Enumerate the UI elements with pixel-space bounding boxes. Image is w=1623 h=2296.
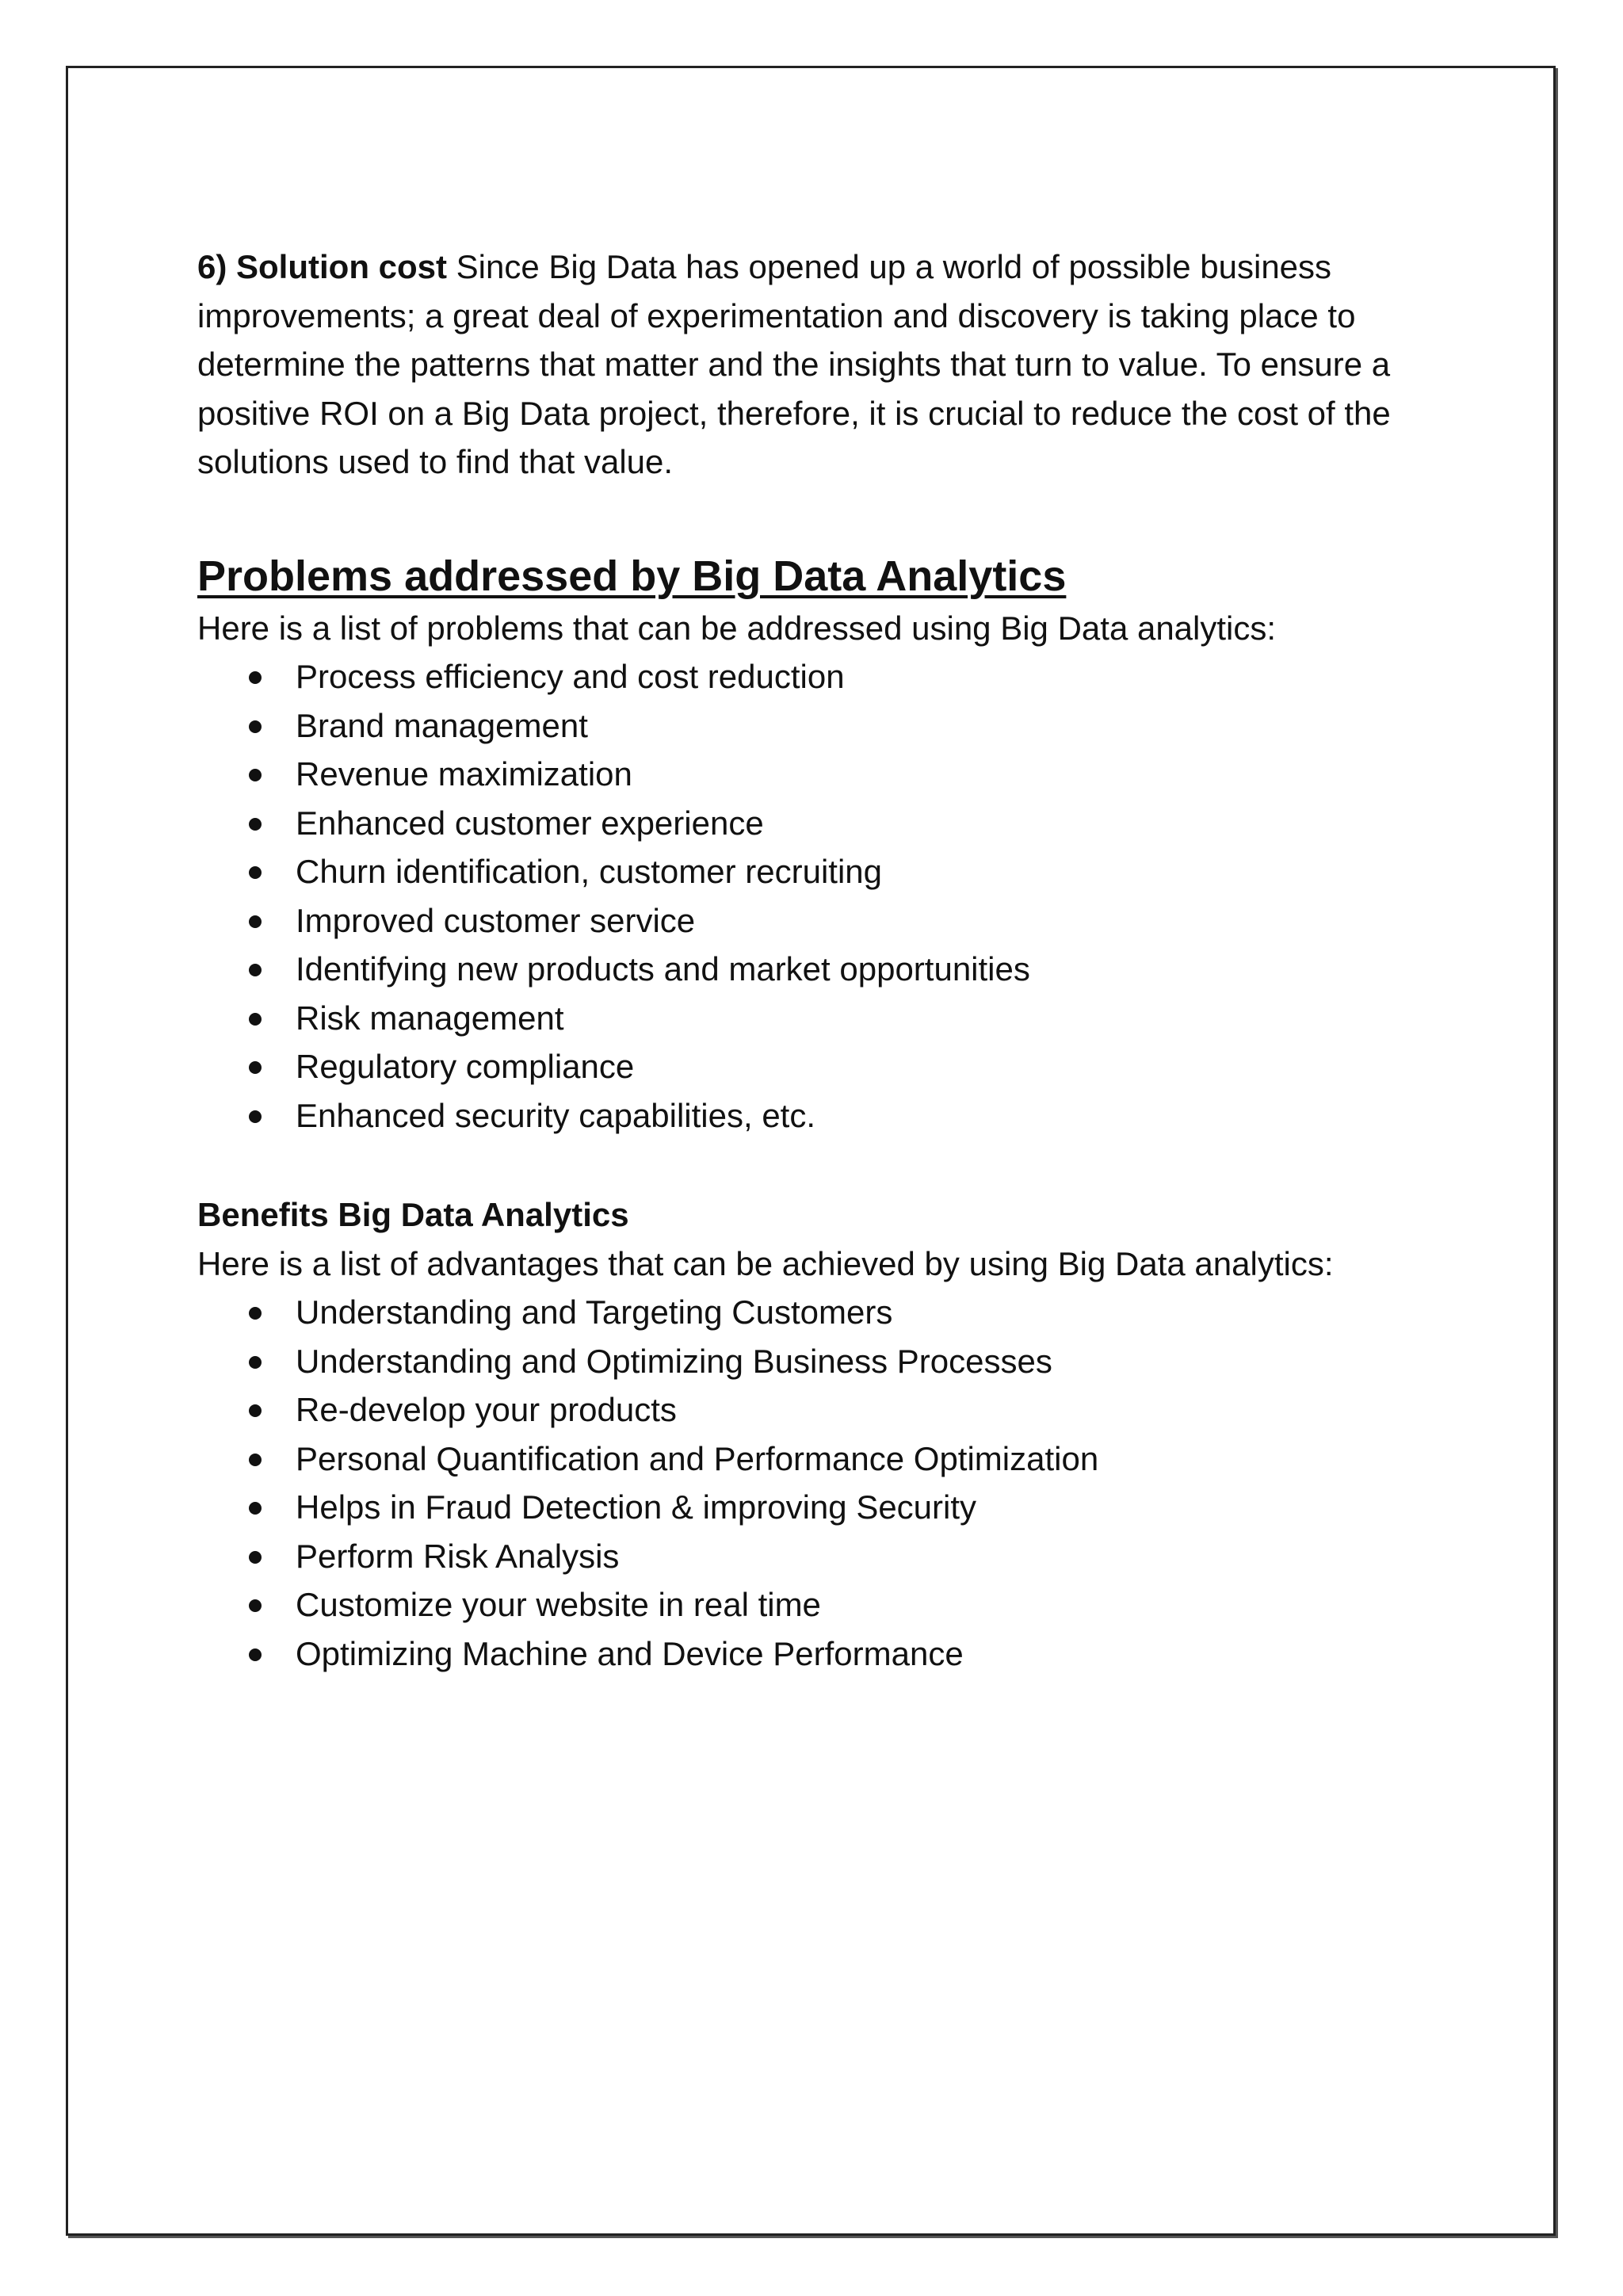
benefits-intro: Here is a list of advantages that can be achieved by using Big Data analytics: bbox=[197, 1244, 1334, 1282]
spacer bbox=[197, 1140, 1497, 1190]
list-item: Risk management bbox=[197, 994, 1497, 1043]
solution-cost-paragraph bbox=[197, 243, 1497, 487]
bullet-icon bbox=[249, 1307, 262, 1320]
bullet-icon bbox=[249, 915, 262, 928]
document-content bbox=[197, 243, 1497, 1678]
bullet-icon bbox=[249, 769, 262, 781]
benefits-list bbox=[197, 1288, 1497, 1678]
spacer bbox=[197, 487, 1497, 548]
bullet-icon bbox=[249, 1013, 262, 1026]
list-item: Enhanced security capabilities, etc. bbox=[197, 1091, 1497, 1140]
bullet-icon bbox=[249, 1404, 262, 1417]
problems-list bbox=[197, 652, 1497, 1140]
bullet-icon bbox=[249, 1110, 262, 1123]
list-item: Identifying new products and market opportunities bbox=[197, 945, 1497, 994]
list-item: Personal Quantification and Performance Optimization bbox=[197, 1435, 1497, 1484]
bullet-icon bbox=[249, 1061, 262, 1074]
list-item: Perform Risk Analysis bbox=[197, 1532, 1497, 1581]
list-item: Brand management bbox=[197, 701, 1497, 751]
solution-cost-label: 6) Solution cost bbox=[197, 248, 447, 285]
list-item: Understanding and Targeting Customers bbox=[197, 1288, 1497, 1337]
bullet-icon bbox=[249, 818, 262, 831]
problems-heading: Problems addressed by Big Data Analytics bbox=[197, 552, 1067, 600]
bullet-icon bbox=[249, 1356, 262, 1369]
bullet-icon bbox=[249, 964, 262, 976]
list-item: Optimizing Machine and Device Performance bbox=[197, 1629, 1497, 1679]
list-item: Helps in Fraud Detection & improving Security bbox=[197, 1483, 1497, 1532]
bullet-icon bbox=[249, 671, 262, 684]
list-item: Understanding and Optimizing Business Processes bbox=[197, 1337, 1497, 1386]
problems-intro: Here is a list of problems that can be addressed using Big Data analytics: bbox=[197, 609, 1277, 647]
list-item: Churn identification, customer recruiting bbox=[197, 847, 1497, 896]
bullet-icon bbox=[249, 866, 262, 879]
bullet-icon bbox=[249, 1502, 262, 1515]
solution-cost-text: Since Big Data has opened up a world of possible business improvements; a great deal of experimentation and discovery is taking place to determine the patterns that matter and the insights that turn to value. To ensure a positive ROI on a Big Data project, therefore, it is crucial to reduce the cost of the solutions used to find that value. bbox=[197, 248, 1391, 480]
list-item: Improved customer service bbox=[197, 896, 1497, 946]
list-item: Re-develop your products bbox=[197, 1385, 1497, 1435]
list-item: Process efficiency and cost reduction bbox=[197, 652, 1497, 701]
bullet-icon bbox=[249, 1454, 262, 1466]
bullet-icon bbox=[249, 1551, 262, 1564]
list-item: Enhanced customer experience bbox=[197, 799, 1497, 848]
bullet-icon bbox=[249, 1648, 262, 1661]
list-item: Revenue maximization bbox=[197, 750, 1497, 799]
bullet-icon bbox=[249, 720, 262, 733]
list-item: Regulatory compliance bbox=[197, 1042, 1497, 1091]
list-item: Customize your website in real time bbox=[197, 1580, 1497, 1629]
benefits-heading: Benefits Big Data Analytics bbox=[197, 1196, 629, 1233]
bullet-icon bbox=[249, 1599, 262, 1612]
